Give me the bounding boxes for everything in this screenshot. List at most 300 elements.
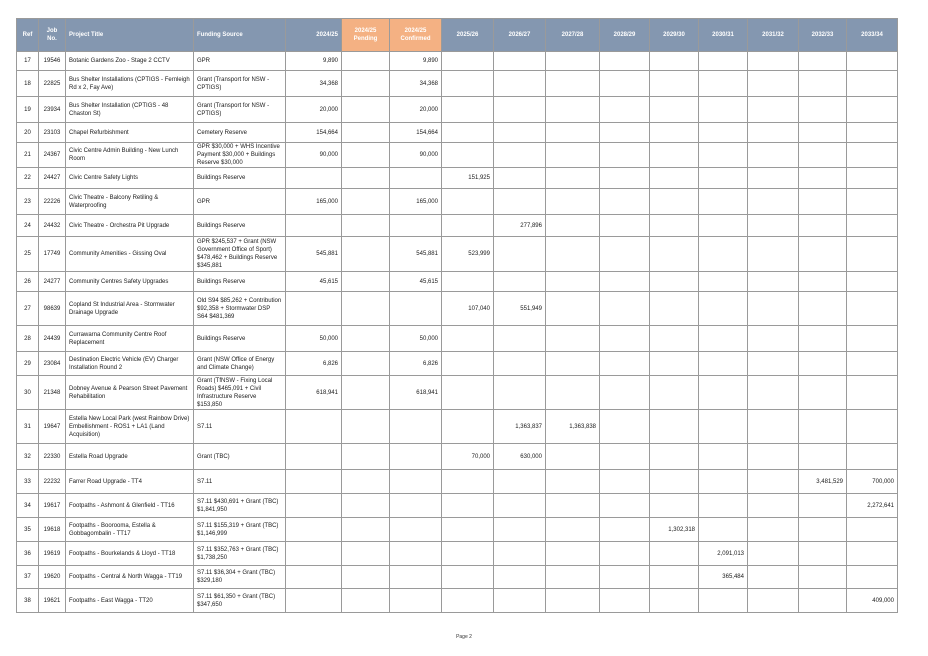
- cell-2031-32: [748, 494, 799, 518]
- cell-2027-28: [546, 143, 600, 168]
- cell-2024-25: [286, 566, 342, 589]
- cell-job-no: 24432: [39, 215, 66, 237]
- cell-2031-32: [748, 215, 799, 237]
- cell-2028-29: [600, 352, 650, 376]
- cell-2024-25-pending: [342, 410, 390, 444]
- cell-2033-34: [847, 123, 898, 143]
- cell-2026-27: [494, 237, 546, 272]
- cell-job-no: 23103: [39, 123, 66, 143]
- cell-ref: 31: [17, 410, 39, 444]
- cell-2033-34: [847, 168, 898, 189]
- table-row: [17, 215, 898, 237]
- cell-2029-30: [650, 52, 699, 71]
- cell-2027-28: [546, 566, 600, 589]
- cell-funding-source: Grant (Transport for NSW - CPTIGS): [194, 71, 286, 97]
- table-row: [17, 589, 898, 613]
- table-row: [17, 410, 898, 444]
- cell-2032-33: [799, 71, 847, 97]
- table-row: [17, 97, 898, 123]
- cell-2024-25: [286, 542, 342, 566]
- cell-2030-31: [699, 237, 748, 272]
- cell-2031-32: [748, 352, 799, 376]
- cell-2024-25-pending: [342, 71, 390, 97]
- cell-2032-33: [799, 215, 847, 237]
- cell-2029-30: [650, 470, 699, 494]
- cell-2024-25: [286, 410, 342, 444]
- cell-job-no: 22226: [39, 189, 66, 215]
- cell-2026-27: 630,000: [494, 444, 546, 470]
- cell-funding-source: Old S94 $85,262 + Contribution $92,358 + Stormwater DSP S64 $481,369: [194, 292, 286, 326]
- cell-2024-25: 6,826: [286, 352, 342, 376]
- cell-2033-34: [847, 71, 898, 97]
- cell-2027-28: [546, 168, 600, 189]
- cell-2029-30: [650, 326, 699, 352]
- cell-2030-31: [699, 292, 748, 326]
- cell-2032-33: [799, 272, 847, 292]
- cell-2027-28: [546, 376, 600, 410]
- cell-2029-30: [650, 143, 699, 168]
- cell-2024-25-pending: [342, 470, 390, 494]
- cell-ref: 25: [17, 237, 39, 272]
- cell-2033-34: [847, 189, 898, 215]
- cell-2024-25-confirmed: [390, 518, 442, 542]
- cell-2029-30: [650, 376, 699, 410]
- header-2029-30: 2029/30: [650, 19, 699, 52]
- cell-2033-34: [847, 292, 898, 326]
- cell-2033-34: [847, 326, 898, 352]
- table-row: [17, 352, 898, 376]
- cell-2024-25-confirmed: 154,664: [390, 123, 442, 143]
- cell-2025-26: 523,999: [442, 237, 494, 272]
- cell-2026-27: [494, 143, 546, 168]
- header-ref: Ref: [17, 19, 39, 52]
- cell-2030-31: [699, 326, 748, 352]
- cell-funding-source: GPR: [194, 52, 286, 71]
- cell-2024-25-confirmed: 20,000: [390, 97, 442, 123]
- cell-funding-source: Grant (TfNSW - Fixing Local Roads) $465,091 + Civil Infrastructure Reserve $153,850: [194, 376, 286, 410]
- cell-2025-26: [442, 123, 494, 143]
- cell-2024-25: 165,000: [286, 189, 342, 215]
- cell-2026-27: 1,363,837: [494, 410, 546, 444]
- cell-2032-33: [799, 168, 847, 189]
- cell-2025-26: [442, 589, 494, 613]
- cell-2024-25: 618,941: [286, 376, 342, 410]
- cell-2027-28: [546, 215, 600, 237]
- cell-job-no: 19619: [39, 542, 66, 566]
- cell-2024-25-confirmed: 45,615: [390, 272, 442, 292]
- cell-2030-31: [699, 410, 748, 444]
- cell-2028-29: [600, 215, 650, 237]
- cell-2029-30: [650, 215, 699, 237]
- cell-job-no: 24277: [39, 272, 66, 292]
- cell-2024-25-pending: [342, 123, 390, 143]
- cell-ref: 38: [17, 589, 39, 613]
- cell-2031-32: [748, 542, 799, 566]
- cell-2027-28: [546, 589, 600, 613]
- header-job-no: Job No.: [39, 19, 66, 52]
- cell-2024-25: 154,664: [286, 123, 342, 143]
- cell-2033-34: 2,272,641: [847, 494, 898, 518]
- cell-2025-26: [442, 215, 494, 237]
- cell-2026-27: [494, 542, 546, 566]
- cell-2028-29: [600, 52, 650, 71]
- cell-2024-25-confirmed: [390, 566, 442, 589]
- cell-2027-28: [546, 189, 600, 215]
- cell-2031-32: [748, 272, 799, 292]
- cell-job-no: 21348: [39, 376, 66, 410]
- cell-project-title: Destination Electric Vehicle (EV) Charger Installation Round 2: [66, 352, 194, 376]
- cell-2029-30: [650, 494, 699, 518]
- table-row: [17, 272, 898, 292]
- cell-2032-33: [799, 189, 847, 215]
- cell-2032-33: [799, 97, 847, 123]
- header-2028-29: 2028/29: [600, 19, 650, 52]
- cell-2031-32: [748, 71, 799, 97]
- cell-funding-source: S7.11: [194, 470, 286, 494]
- cell-2026-27: [494, 518, 546, 542]
- header-pending-label: Pending: [353, 36, 378, 42]
- cell-funding-source: S7.11: [194, 410, 286, 444]
- cell-2024-25-confirmed: [390, 168, 442, 189]
- header-2024-25-confirmed: [390, 19, 442, 52]
- cell-2031-32: [748, 292, 799, 326]
- cell-ref: 17: [17, 52, 39, 71]
- cell-2032-33: [799, 410, 847, 444]
- table-row: [17, 292, 898, 326]
- cell-job-no: 17749: [39, 237, 66, 272]
- cell-2024-25: 45,615: [286, 272, 342, 292]
- cell-funding-source: Cemetery Reserve: [194, 123, 286, 143]
- cell-project-title: Civic Theatre - Orchestra Pit Upgrade: [66, 215, 194, 237]
- cell-2032-33: [799, 326, 847, 352]
- cell-job-no: 19647: [39, 410, 66, 444]
- cell-2030-31: [699, 352, 748, 376]
- cell-2024-25-confirmed: [390, 589, 442, 613]
- table-body: [17, 52, 898, 613]
- cell-2033-34: [847, 376, 898, 410]
- cell-2024-25-confirmed: [390, 292, 442, 326]
- cell-2025-26: 107,040: [442, 292, 494, 326]
- cell-2033-34: [847, 410, 898, 444]
- cell-2026-27: [494, 97, 546, 123]
- header-2026-27: 2026/27: [494, 19, 546, 52]
- cell-2030-31: [699, 494, 748, 518]
- cell-2024-25-pending: [342, 215, 390, 237]
- cell-project-title: Community Centres Safety Upgrades: [66, 272, 194, 292]
- cell-job-no: 98639: [39, 292, 66, 326]
- cell-2030-31: [699, 589, 748, 613]
- cell-2024-25-confirmed: 9,890: [390, 52, 442, 71]
- cell-2024-25-confirmed: 50,000: [390, 326, 442, 352]
- cell-project-title: Civic Centre Safety Lights: [66, 168, 194, 189]
- cell-funding-source: Buildings Reserve: [194, 326, 286, 352]
- cell-project-title: Chapel Refurbishment: [66, 123, 194, 143]
- cell-2024-25: [286, 518, 342, 542]
- cell-project-title: Botanic Gardens Zoo - Stage 2 CCTV: [66, 52, 194, 71]
- cell-2030-31: [699, 518, 748, 542]
- cell-project-title: Community Amenities - Gissing Oval: [66, 237, 194, 272]
- cell-2024-25-confirmed: 618,941: [390, 376, 442, 410]
- cell-2028-29: [600, 518, 650, 542]
- cell-2030-31: [699, 444, 748, 470]
- cell-2029-30: [650, 589, 699, 613]
- cell-2027-28: [546, 470, 600, 494]
- cell-2032-33: [799, 518, 847, 542]
- table-row: [17, 518, 898, 542]
- cell-2029-30: [650, 444, 699, 470]
- cell-2024-25: [286, 589, 342, 613]
- cell-funding-source: Buildings Reserve: [194, 168, 286, 189]
- cell-funding-source: S7.11 $155,319 + Grant (TBC) $1,146,999: [194, 518, 286, 542]
- cell-job-no: 24427: [39, 168, 66, 189]
- cell-2025-26: 151,925: [442, 168, 494, 189]
- header-confirmed-label: Confirmed: [400, 36, 431, 42]
- table-row: [17, 143, 898, 168]
- cell-2027-28: [546, 52, 600, 71]
- cell-2024-25-pending: [342, 52, 390, 71]
- cell-ref: 20: [17, 123, 39, 143]
- cell-job-no: 19617: [39, 494, 66, 518]
- cell-2024-25-pending: [342, 168, 390, 189]
- table-row: [17, 123, 898, 143]
- table-row: [17, 542, 898, 566]
- cell-2028-29: [600, 189, 650, 215]
- cell-2030-31: [699, 123, 748, 143]
- cell-project-title: Estella Road Upgrade: [66, 444, 194, 470]
- cell-job-no: 19546: [39, 52, 66, 71]
- cell-2027-28: [546, 326, 600, 352]
- cell-project-title: Estella New Local Park (west Rainbow Drive) Embellishment - ROS1 + LA1 (Land Acquisition): [66, 410, 194, 444]
- cell-2025-26: [442, 566, 494, 589]
- cell-2026-27: [494, 189, 546, 215]
- cell-2028-29: [600, 444, 650, 470]
- cell-2032-33: [799, 352, 847, 376]
- cell-2029-30: [650, 123, 699, 143]
- cell-2025-26: [442, 97, 494, 123]
- cell-2027-28: [546, 97, 600, 123]
- cell-2033-34: [847, 542, 898, 566]
- cell-ref: 34: [17, 494, 39, 518]
- cell-2024-25-confirmed: 165,000: [390, 189, 442, 215]
- cell-2031-32: [748, 143, 799, 168]
- cell-funding-source: Grant (NSW Office of Energy and Climate Change): [194, 352, 286, 376]
- cell-2030-31: [699, 470, 748, 494]
- cell-2030-31: [699, 143, 748, 168]
- cell-2025-26: [442, 542, 494, 566]
- cell-2031-32: [748, 470, 799, 494]
- cell-2024-25-confirmed: 90,000: [390, 143, 442, 168]
- cell-ref: 21: [17, 143, 39, 168]
- cell-2027-28: [546, 292, 600, 326]
- cell-2024-25-confirmed: 545,881: [390, 237, 442, 272]
- cell-2030-31: [699, 97, 748, 123]
- cell-ref: 33: [17, 470, 39, 494]
- cell-2033-34: [847, 566, 898, 589]
- cell-2024-25-pending: [342, 444, 390, 470]
- cell-funding-source: GPR: [194, 189, 286, 215]
- header-row: [17, 19, 898, 52]
- cell-project-title: Civic Centre Admin Building - New Lunch Room: [66, 143, 194, 168]
- cell-2025-26: [442, 352, 494, 376]
- cell-2029-30: [650, 410, 699, 444]
- cell-2027-28: [546, 494, 600, 518]
- cell-ref: 35: [17, 518, 39, 542]
- table-row: [17, 444, 898, 470]
- cell-2027-28: [546, 444, 600, 470]
- cell-2024-25-confirmed: [390, 494, 442, 518]
- table-row: [17, 168, 898, 189]
- cell-2030-31: [699, 168, 748, 189]
- cell-2031-32: [748, 52, 799, 71]
- cell-2024-25-confirmed: 34,368: [390, 71, 442, 97]
- cell-2030-31: [699, 71, 748, 97]
- cell-2024-25: [286, 494, 342, 518]
- header-funding-source: Funding Source: [194, 19, 286, 52]
- header-2032-33: 2032/33: [799, 19, 847, 52]
- cell-project-title: Footpaths - Ashmont & Glenfield - TT16: [66, 494, 194, 518]
- cell-2024-25-pending: [342, 143, 390, 168]
- cell-2024-25-pending: [342, 292, 390, 326]
- table-row: [17, 189, 898, 215]
- cell-2028-29: [600, 143, 650, 168]
- cell-2028-29: [600, 168, 650, 189]
- cell-2025-26: [442, 494, 494, 518]
- header-project-title: Project Title: [66, 19, 194, 52]
- cell-2032-33: [799, 52, 847, 71]
- cell-2033-34: [847, 52, 898, 71]
- cell-2026-27: [494, 52, 546, 71]
- cell-ref: 26: [17, 272, 39, 292]
- header-confirmed-year: 2024/25: [404, 28, 427, 34]
- cell-ref: 27: [17, 292, 39, 326]
- cell-2030-31: [699, 52, 748, 71]
- cell-job-no: 24439: [39, 326, 66, 352]
- cell-2025-26: [442, 376, 494, 410]
- cell-2028-29: [600, 123, 650, 143]
- cell-2024-25: 9,890: [286, 52, 342, 71]
- cell-2026-27: [494, 168, 546, 189]
- cell-project-title: Civic Theatre - Balcony Retiling & Waterproofing: [66, 189, 194, 215]
- cell-project-title: Footpaths - East Wagga - TT20: [66, 589, 194, 613]
- cell-2024-25-pending: [342, 376, 390, 410]
- cell-2028-29: [600, 542, 650, 566]
- cell-2025-26: [442, 71, 494, 97]
- cell-2033-34: [847, 272, 898, 292]
- cell-2031-32: [748, 97, 799, 123]
- cell-funding-source: GPR $245,537 + Grant (NSW Government Office of Sport) $478,462 + Buildings Reserve $345,881: [194, 237, 286, 272]
- cell-2024-25: [286, 215, 342, 237]
- cell-2024-25-pending: [342, 189, 390, 215]
- cell-ref: 23: [17, 189, 39, 215]
- cell-ref: 37: [17, 566, 39, 589]
- cell-job-no: 22330: [39, 444, 66, 470]
- cell-funding-source: Grant (Transport for NSW - CPTIGS): [194, 97, 286, 123]
- cell-2025-26: [442, 518, 494, 542]
- table-row: [17, 494, 898, 518]
- cell-job-no: 22232: [39, 470, 66, 494]
- cell-2031-32: [748, 123, 799, 143]
- cell-2028-29: [600, 494, 650, 518]
- cell-2026-27: [494, 376, 546, 410]
- cell-2031-32: [748, 376, 799, 410]
- cell-2024-25-pending: [342, 237, 390, 272]
- cell-2032-33: [799, 494, 847, 518]
- cell-2028-29: [600, 566, 650, 589]
- page-number: Page 2: [456, 634, 472, 640]
- cell-2031-32: [748, 189, 799, 215]
- header-2033-34: 2033/34: [847, 19, 898, 52]
- cell-2029-30: [650, 542, 699, 566]
- cell-funding-source: Buildings Reserve: [194, 215, 286, 237]
- cell-2029-30: [650, 566, 699, 589]
- cell-2027-28: [546, 542, 600, 566]
- header-pending-year: 2024/25: [354, 28, 377, 34]
- cell-2033-34: [847, 518, 898, 542]
- cell-2025-26: [442, 143, 494, 168]
- cell-job-no: 23084: [39, 352, 66, 376]
- cell-2026-27: [494, 352, 546, 376]
- cell-project-title: Footpaths - Bourkelands & Lloyd - TT18: [66, 542, 194, 566]
- cell-2030-31: 365,484: [699, 566, 748, 589]
- cell-2033-34: [847, 97, 898, 123]
- cell-2024-25: [286, 292, 342, 326]
- cell-2024-25-pending: [342, 518, 390, 542]
- cell-2028-29: [600, 292, 650, 326]
- cell-job-no: 23934: [39, 97, 66, 123]
- cell-2033-34: [847, 444, 898, 470]
- header-2030-31: 2030/31: [699, 19, 748, 52]
- cell-2029-30: [650, 168, 699, 189]
- cell-2028-29: [600, 470, 650, 494]
- cell-2024-25-confirmed: 6,826: [390, 352, 442, 376]
- cell-funding-source: S7.11 $36,304 + Grant (TBC) $329,180: [194, 566, 286, 589]
- cell-2029-30: 1,302,318: [650, 518, 699, 542]
- cell-2031-32: [748, 566, 799, 589]
- cell-2024-25: 90,000: [286, 143, 342, 168]
- cell-2031-32: [748, 518, 799, 542]
- cell-project-title: Farrer Road Upgrade - TT4: [66, 470, 194, 494]
- cell-2024-25-pending: [342, 589, 390, 613]
- cell-2024-25-pending: [342, 542, 390, 566]
- cell-2028-29: [600, 237, 650, 272]
- cell-2029-30: [650, 292, 699, 326]
- table-row: [17, 326, 898, 352]
- table-row: [17, 566, 898, 589]
- cell-2031-32: [748, 326, 799, 352]
- table-row: [17, 470, 898, 494]
- table-row: [17, 52, 898, 71]
- cell-2024-25-pending: [342, 494, 390, 518]
- cell-funding-source: Buildings Reserve: [194, 272, 286, 292]
- cell-funding-source: S7.11 $352,763 + Grant (TBC) $1,738,250: [194, 542, 286, 566]
- cell-ref: 28: [17, 326, 39, 352]
- cell-2031-32: [748, 237, 799, 272]
- cell-2029-30: [650, 97, 699, 123]
- cell-2025-26: [442, 326, 494, 352]
- cell-ref: 19: [17, 97, 39, 123]
- cell-2030-31: 2,091,013: [699, 542, 748, 566]
- table-row: [17, 71, 898, 97]
- cell-project-title: Currawarna Community Centre Roof Replacement: [66, 326, 194, 352]
- cell-2027-28: [546, 518, 600, 542]
- cell-2026-27: [494, 470, 546, 494]
- header-2027-28: 2027/28: [546, 19, 600, 52]
- cell-job-no: 24367: [39, 143, 66, 168]
- cell-2024-25-pending: [342, 352, 390, 376]
- cell-2026-27: [494, 589, 546, 613]
- cell-2028-29: [600, 410, 650, 444]
- cell-2026-27: 551,949: [494, 292, 546, 326]
